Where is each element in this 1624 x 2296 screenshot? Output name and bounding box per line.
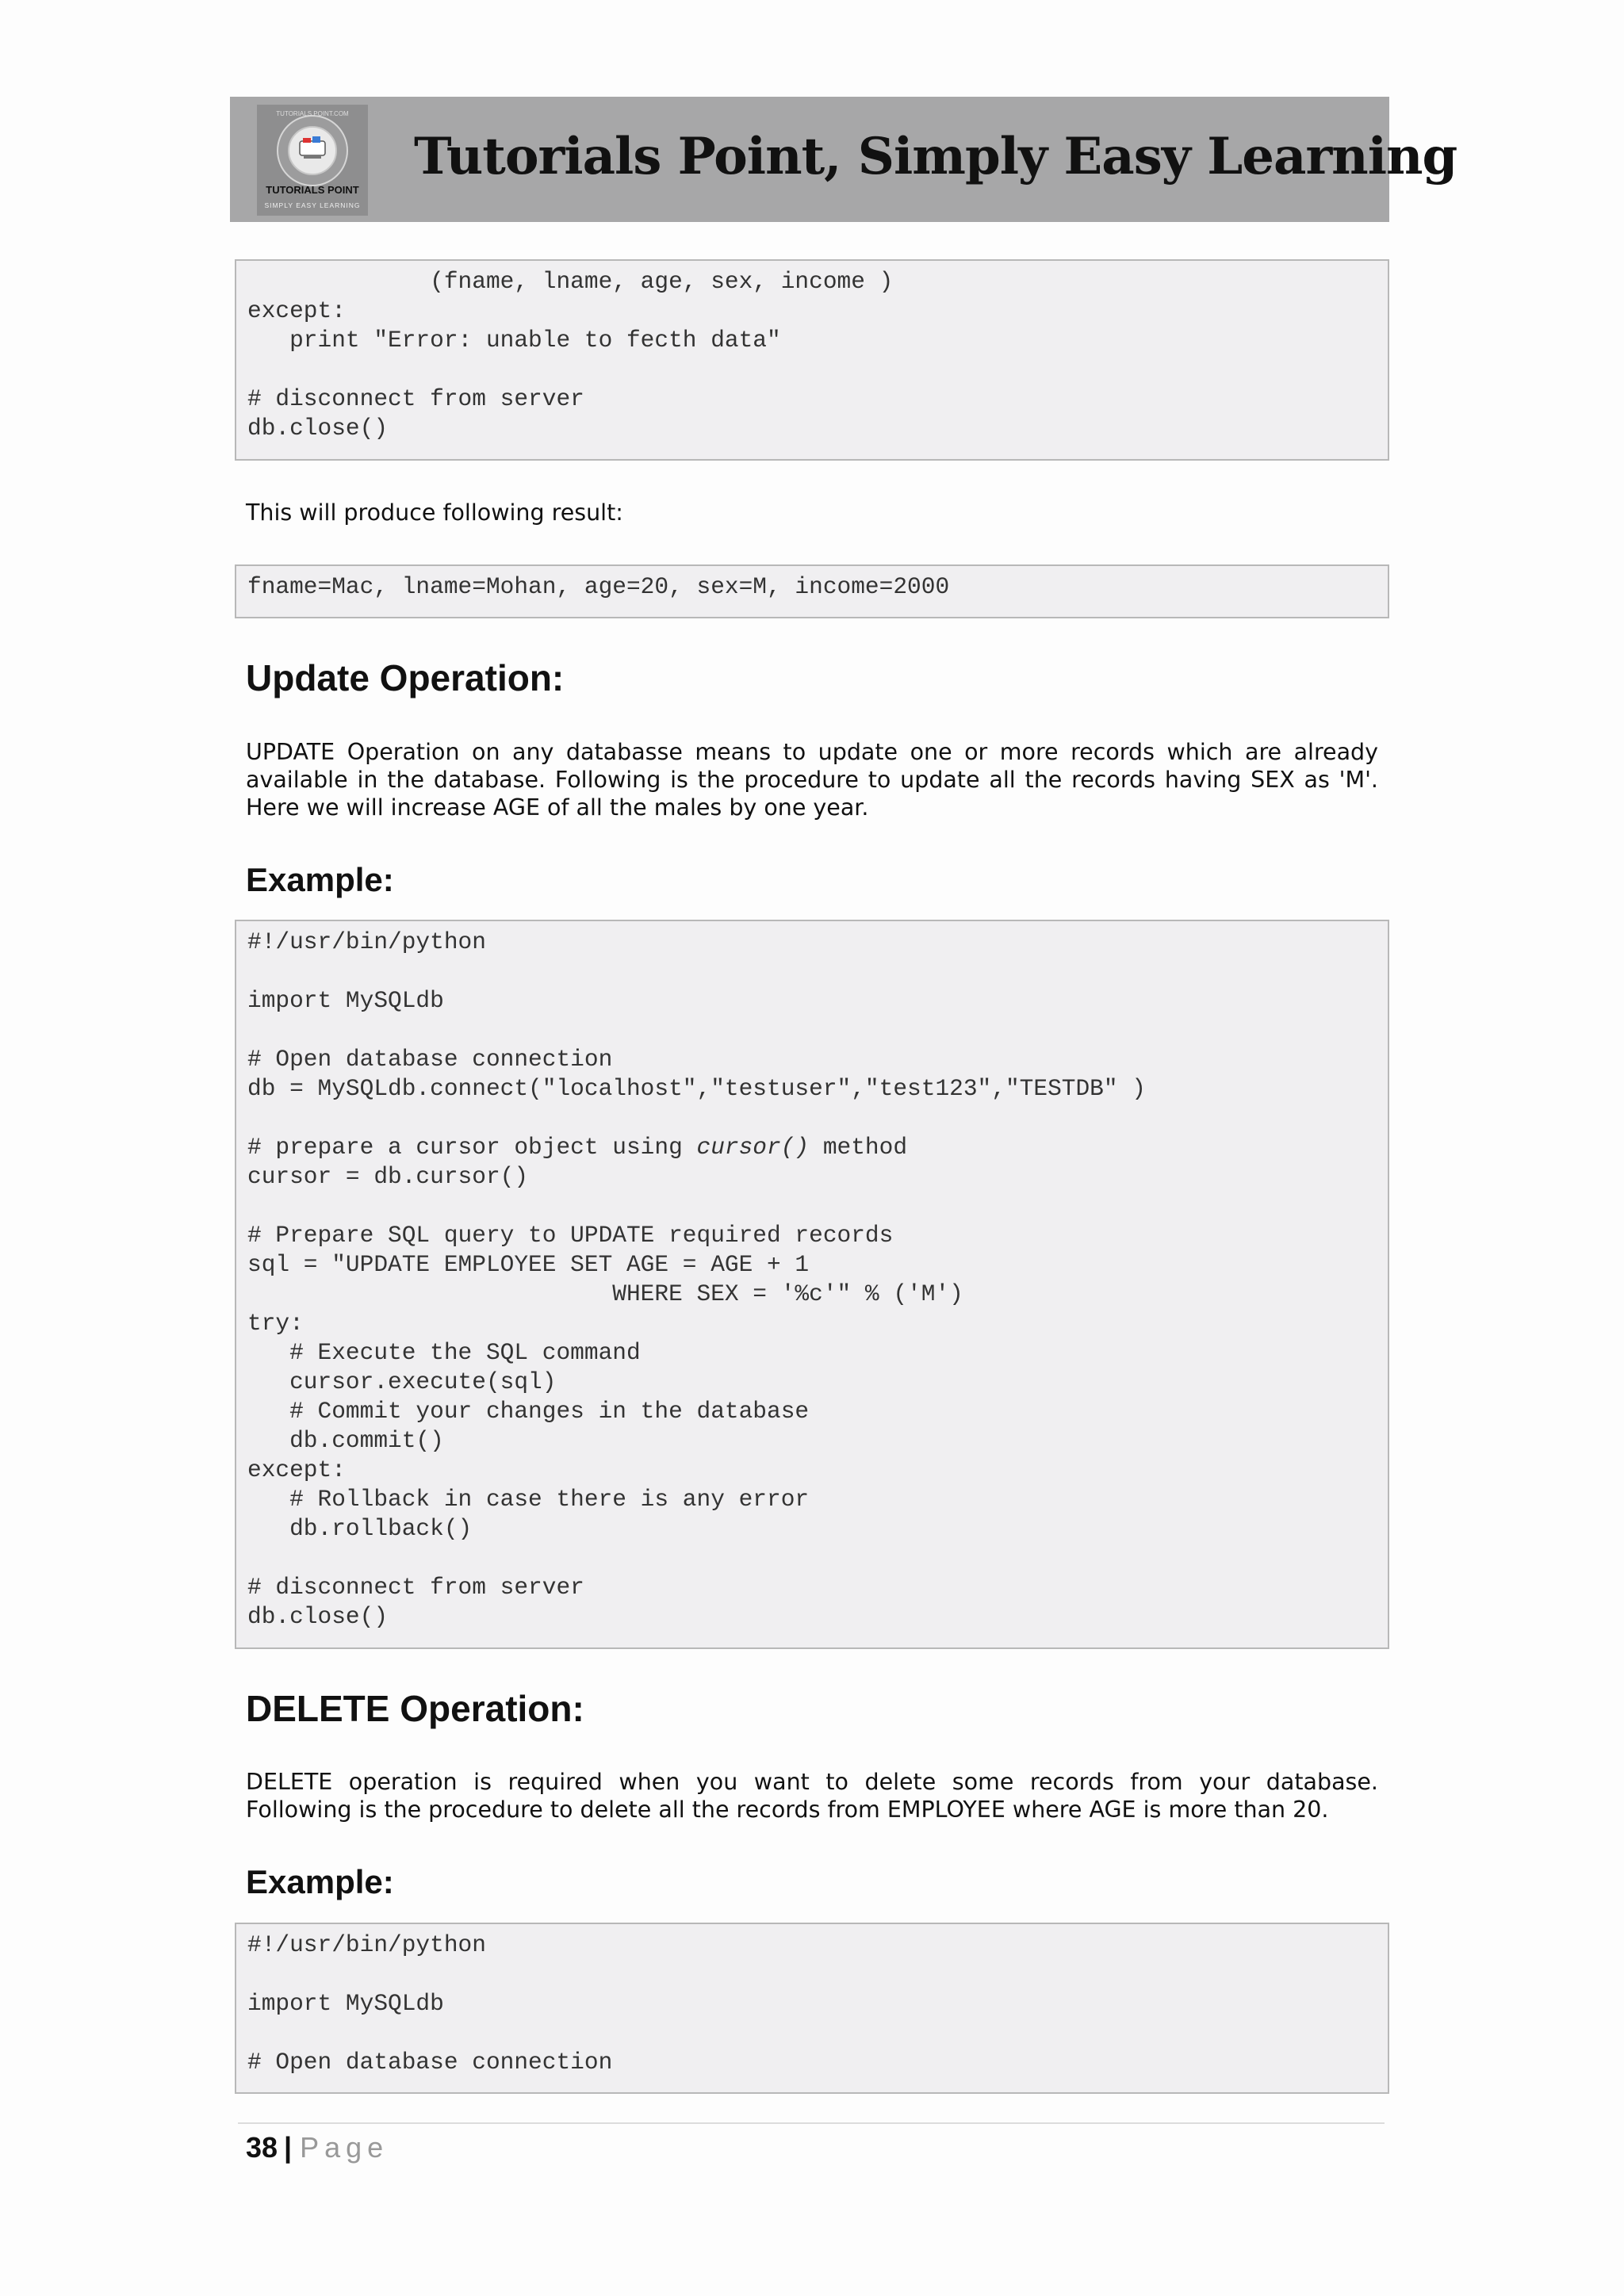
code-line: import MySQLdb bbox=[247, 987, 444, 1014]
code-line: sql = "UPDATE EMPLOYEE SET AGE = AGE + 1 bbox=[247, 1251, 810, 1278]
code-line: # disconnect from server bbox=[247, 385, 584, 412]
code-line: except: bbox=[247, 297, 346, 324]
page-label: Page bbox=[300, 2131, 389, 2164]
code-line bbox=[247, 355, 1377, 385]
code-block-update-example bbox=[235, 920, 1389, 1649]
footer-separator: | bbox=[284, 2131, 293, 2164]
code-line: # Open database connection bbox=[247, 1046, 613, 1073]
update-example-heading: Example: bbox=[246, 861, 394, 898]
code-line bbox=[247, 1133, 1377, 1162]
page-number: 38 bbox=[246, 2131, 278, 2164]
tutorials-point-logo bbox=[257, 105, 368, 216]
code-block-top bbox=[235, 259, 1389, 461]
page-footer bbox=[246, 2131, 389, 2164]
result-intro-text: This will produce following result: bbox=[246, 499, 623, 526]
code-line: # Rollback in case there is any error bbox=[247, 1486, 810, 1513]
code-comment-suffix: method bbox=[809, 1134, 908, 1161]
code-line: import MySQLdb bbox=[247, 1990, 444, 2017]
code-line: # Prepare SQL query to UPDATE required records bbox=[247, 1222, 894, 1249]
delete-example-heading: Example: bbox=[246, 1863, 394, 1900]
code-line: db.rollback() bbox=[247, 1515, 473, 1542]
delete-paragraph-line-2: Following is the procedure to delete all the records from EMPLOYEE where AGE is more than 20. bbox=[246, 1797, 1329, 1823]
code-line: (fname, lname, age, sex, income ) bbox=[247, 268, 894, 295]
result-output-block bbox=[235, 564, 1389, 618]
code-line bbox=[247, 2019, 1377, 2048]
code-line: #!/usr/bin/python bbox=[247, 928, 486, 955]
svg-text:SIMPLY EASY LEARNING: SIMPLY EASY LEARNING bbox=[264, 201, 361, 209]
delete-paragraph-line-1: DELETE operation is required when you want to delete some records from your database. bbox=[246, 1769, 1378, 1795]
update-paragraph-line-3: Here we will increase AGE of all the males by one year. bbox=[246, 794, 869, 821]
code-line: cursor.execute(sql) bbox=[247, 1368, 557, 1395]
code-comment-text: # prepare a cursor object using bbox=[247, 1134, 697, 1161]
delete-operation-heading: DELETE Operation: bbox=[246, 1688, 584, 1729]
footer-divider bbox=[238, 2122, 1385, 2124]
page-header bbox=[230, 97, 1457, 222]
code-line: db.close() bbox=[247, 1603, 389, 1630]
svg-text:TUTORIALS POINT: TUTORIALS POINT bbox=[266, 184, 359, 196]
code-line bbox=[247, 1104, 1377, 1133]
code-line: fname=Mac, lname=Mohan, age=20, sex=M, income=2000 bbox=[247, 573, 950, 600]
code-line: try: bbox=[247, 1310, 304, 1337]
code-line: except: bbox=[247, 1456, 346, 1483]
code-line: # Execute the SQL command bbox=[247, 1339, 641, 1366]
code-line: cursor = db.cursor() bbox=[247, 1163, 529, 1190]
code-line bbox=[247, 957, 1377, 986]
code-block-delete-example bbox=[235, 1923, 1389, 2094]
code-line: db.commit() bbox=[247, 1427, 444, 1454]
header-title: Tutorials Point, Simply Easy Learning bbox=[414, 127, 1457, 186]
code-line: WHERE SEX = '%c'" % ('M') bbox=[247, 1280, 963, 1307]
code-line: #!/usr/bin/python bbox=[247, 1931, 486, 1958]
code-line: # Open database connection bbox=[247, 2049, 613, 2076]
update-paragraph-line-1: UPDATE Operation on any databasse means to update one or more records which are already bbox=[246, 739, 1378, 765]
code-line bbox=[247, 1016, 1377, 1045]
code-line: # disconnect from server bbox=[247, 1574, 584, 1601]
update-operation-heading: Update Operation: bbox=[246, 657, 565, 698]
code-line bbox=[247, 1192, 1377, 1221]
code-line bbox=[247, 1960, 1377, 1989]
code-line: db.close() bbox=[247, 415, 389, 442]
cursor-method-italic: cursor() bbox=[696, 1134, 810, 1161]
update-paragraph-line-2: available in the database. Following is the procedure to update all the records having SEX as 'M'. bbox=[246, 767, 1378, 793]
code-line: db = MySQLdb.connect("localhost","testuser","test123","TESTDB" ) bbox=[247, 1075, 1146, 1102]
code-line bbox=[247, 1544, 1377, 1573]
code-line: print "Error: unable to fecth data" bbox=[247, 327, 781, 354]
svg-text:TUTORIALS POINT.COM: TUTORIALS POINT.COM bbox=[276, 110, 349, 117]
code-line: # Commit your changes in the database bbox=[247, 1398, 810, 1425]
